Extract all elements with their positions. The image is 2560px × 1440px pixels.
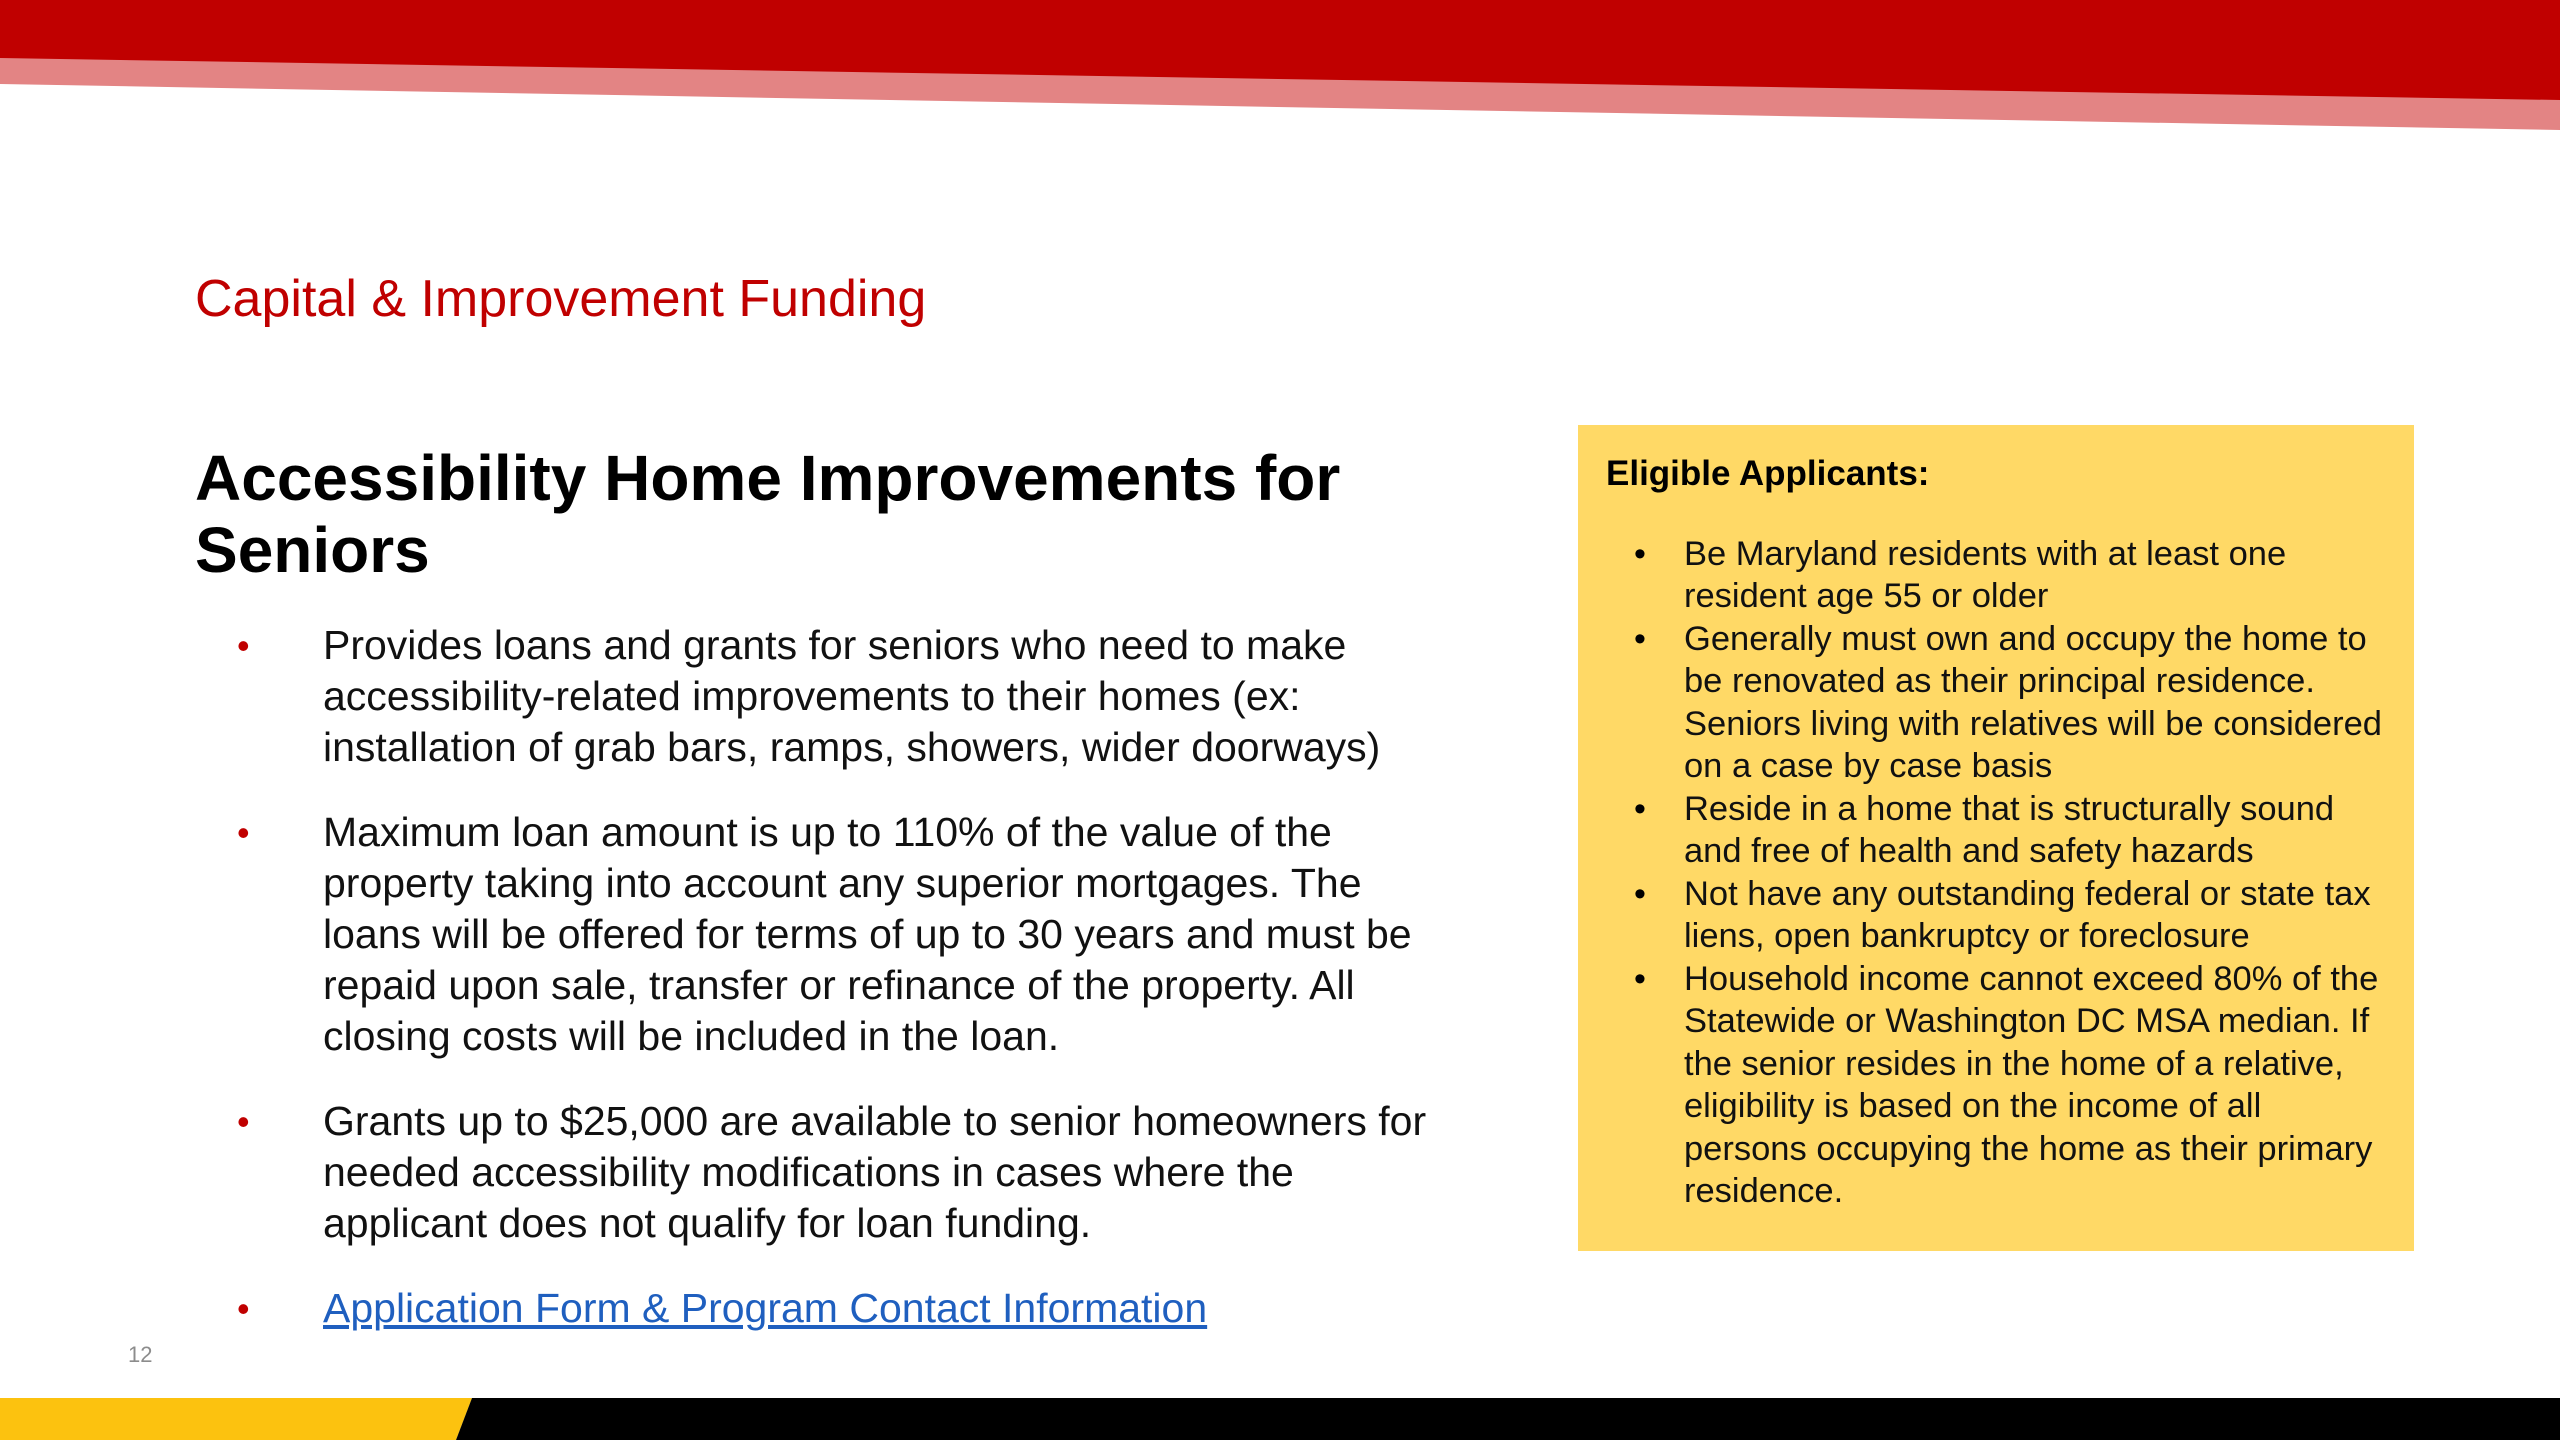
list-item [1606, 618, 2386, 788]
footer-band [0, 1398, 2560, 1440]
bullet-text: Maximum loan amount is up to 110% of the value of the property taking into account any superior mortgages. The loans will be offered for terms of up to 30 years and must be repaid upon sale, transfer or refinance of the property. All closing costs will be included in the loan. [323, 809, 1412, 1059]
bullet-marker: • [1634, 534, 1646, 573]
eligibility-text: Be Maryland residents with at least one resident age 55 or older [1684, 534, 2287, 615]
page-number: 12 [128, 1342, 153, 1367]
eligibility-text: Generally must own and occupy the home to be renovated as their principal residence. Seniors living with relatives will be considered on a case by case basis [1684, 619, 2382, 785]
bullet-marker: • [237, 625, 250, 666]
bullet-marker: • [1634, 619, 1646, 658]
footer-band-black [456, 1398, 2560, 1440]
program-bullet-list [195, 620, 1455, 1368]
bullet-marker: • [237, 1101, 250, 1142]
list-item [195, 1283, 1455, 1334]
list-item [195, 1096, 1455, 1249]
bullet-text: Grants up to $25,000 are available to senior homeowners for needed accessibility modifications in cases where the applicant does not qualify for loan funding. [323, 1098, 1427, 1246]
eligibility-list [1606, 533, 2386, 1213]
section-label: Capital & Improvement Funding [195, 270, 927, 328]
bullet-text: Provides loans and grants for seniors who need to make accessibility-related improvements to their homes (ex: installation of grab bars, ramps, showers, wider doorways) [323, 622, 1381, 770]
bullet-marker: • [1634, 874, 1646, 913]
header-band [0, 0, 2560, 140]
eligibility-text: Not have any outstanding federal or state tax liens, open bankruptcy or foreclosure [1684, 874, 2371, 955]
page-title: Accessibility Home Improvements for Seniors [195, 442, 1341, 586]
bullet-marker: • [237, 1288, 250, 1329]
footer-band-gold [0, 1398, 472, 1440]
application-form-link[interactable]: Application Form & Program Contact Information [323, 1285, 1208, 1331]
list-item [195, 807, 1455, 1062]
list-item [195, 620, 1455, 773]
bullet-marker: • [1634, 959, 1646, 998]
eligibility-text: Household income cannot exceed 80% of the Statewide or Washington DC MSA median. If the senior resides in the home of a relative, eligibility is based on the income of all persons occupying the home as their primary residence. [1684, 959, 2379, 1210]
list-item [1606, 873, 2386, 958]
list-item [1606, 958, 2386, 1213]
bullet-marker: • [237, 812, 250, 853]
eligibility-text: Reside in a home that is structurally sound and free of health and safety hazards [1684, 789, 2335, 870]
list-item [1606, 533, 2386, 618]
list-item [1606, 788, 2386, 873]
bullet-marker: • [1634, 789, 1646, 828]
callout-title: Eligible Applicants: [1606, 454, 1930, 493]
eligibility-callout [1578, 425, 2414, 1251]
